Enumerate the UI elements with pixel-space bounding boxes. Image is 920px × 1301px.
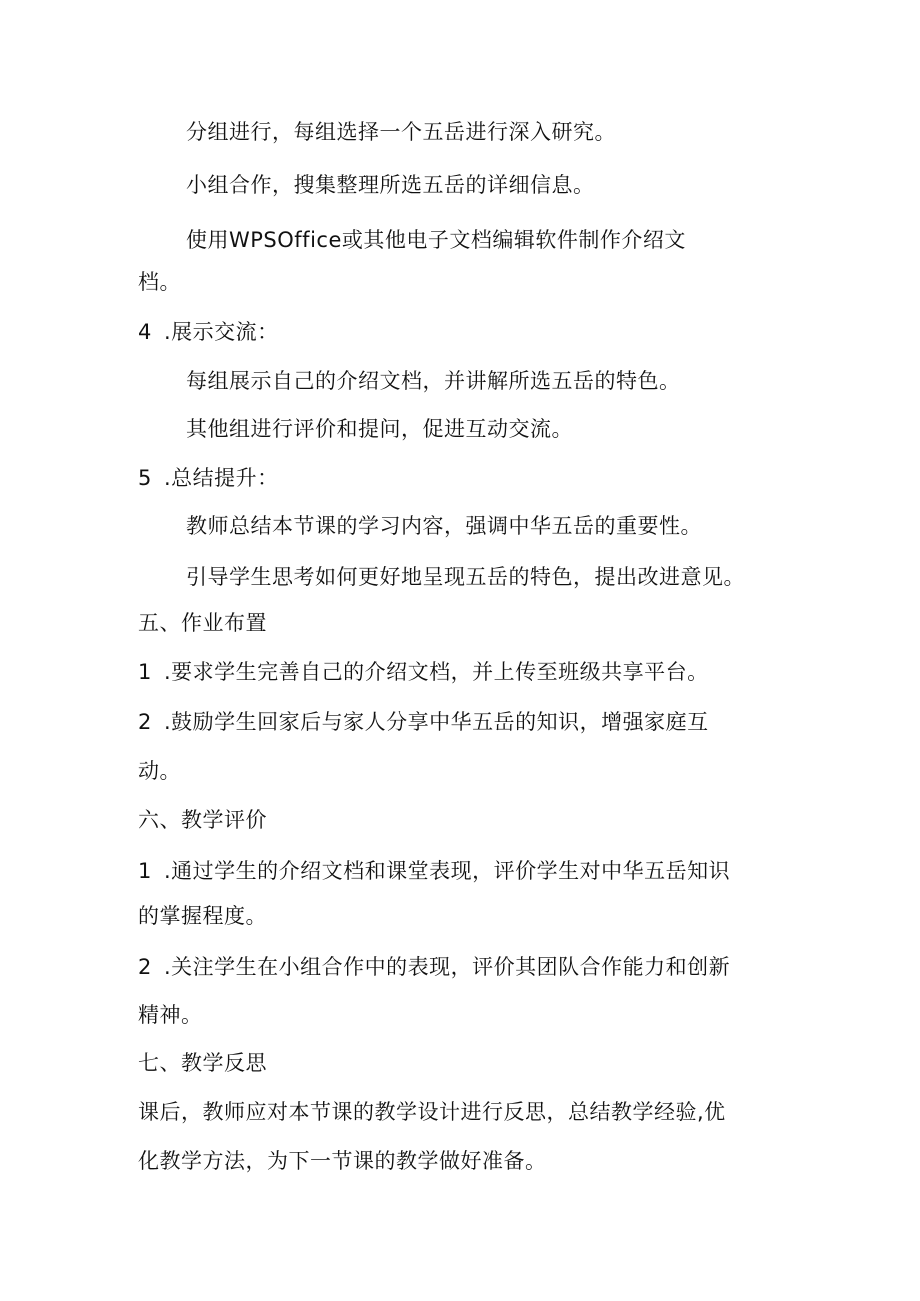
- paragraph-line: 其他组进行评价和提问，促进互动交流。: [186, 417, 573, 441]
- section-heading-5: [138, 463, 279, 493]
- paragraph-line: 的掌握程度。: [138, 904, 267, 928]
- paragraph-line: 教师总结本节课的学习内容，强调中华五岳的重要性。: [186, 514, 702, 538]
- section-heading: 六、教学评价: [138, 808, 267, 832]
- paragraph-line: 档。: [138, 270, 181, 294]
- list-item: [138, 856, 730, 886]
- list-number: 2: [138, 710, 152, 734]
- paragraph-line: 精神。: [138, 1003, 203, 1027]
- list-number: 1: [138, 660, 152, 684]
- paragraph-line: 分组进行，每组选择一个五岳进行深入研究。: [186, 120, 616, 144]
- list-text: .鼓励学生回家后与家人分享中华五岳的知识，增强家庭互: [164, 710, 709, 734]
- list-number: 2: [138, 955, 152, 979]
- paragraph-line: 小组合作，搜集整理所选五岳的详细信息。: [186, 173, 595, 197]
- section-heading-4: [138, 317, 279, 347]
- list-text: .通过学生的介绍文档和课堂表现，评价学生对中华五岳知识: [164, 859, 731, 883]
- list-text: .总结提升：: [164, 466, 279, 490]
- paragraph-line: 化教学方法，为下一节课的教学做好准备。: [138, 1149, 547, 1173]
- section-heading: 七、教学反思: [138, 1051, 267, 1075]
- list-item: [138, 707, 709, 737]
- list-number: 5: [138, 466, 152, 490]
- list-number: 4: [138, 320, 152, 344]
- list-text: .关注学生在小组合作中的表现，评价其团队合作能力和创新: [164, 955, 731, 979]
- paragraph-line: 每组展示自己的介绍文档，并讲解所选五岳的特色。: [186, 369, 681, 393]
- list-item: [138, 657, 709, 687]
- paragraph-line: 使用WPSOffice或其他电子文档编辑软件制作介绍文: [186, 228, 686, 252]
- list-text: .展示交流：: [164, 320, 279, 344]
- list-text: .要求学生完善自己的介绍文档，并上传至班级共享平台。: [164, 660, 709, 684]
- paragraph-line: 引导学生思考如何更好地呈现五岳的特色，提出改进意见。: [186, 565, 745, 589]
- list-number: 1: [138, 859, 152, 883]
- paragraph-line: 动。: [138, 759, 181, 783]
- section-heading: 五、作业布置: [138, 611, 267, 635]
- paragraph-line: 课后，教师应对本节课的教学设计进行反思，总结教学经验,优: [138, 1100, 726, 1124]
- list-item: [138, 952, 730, 982]
